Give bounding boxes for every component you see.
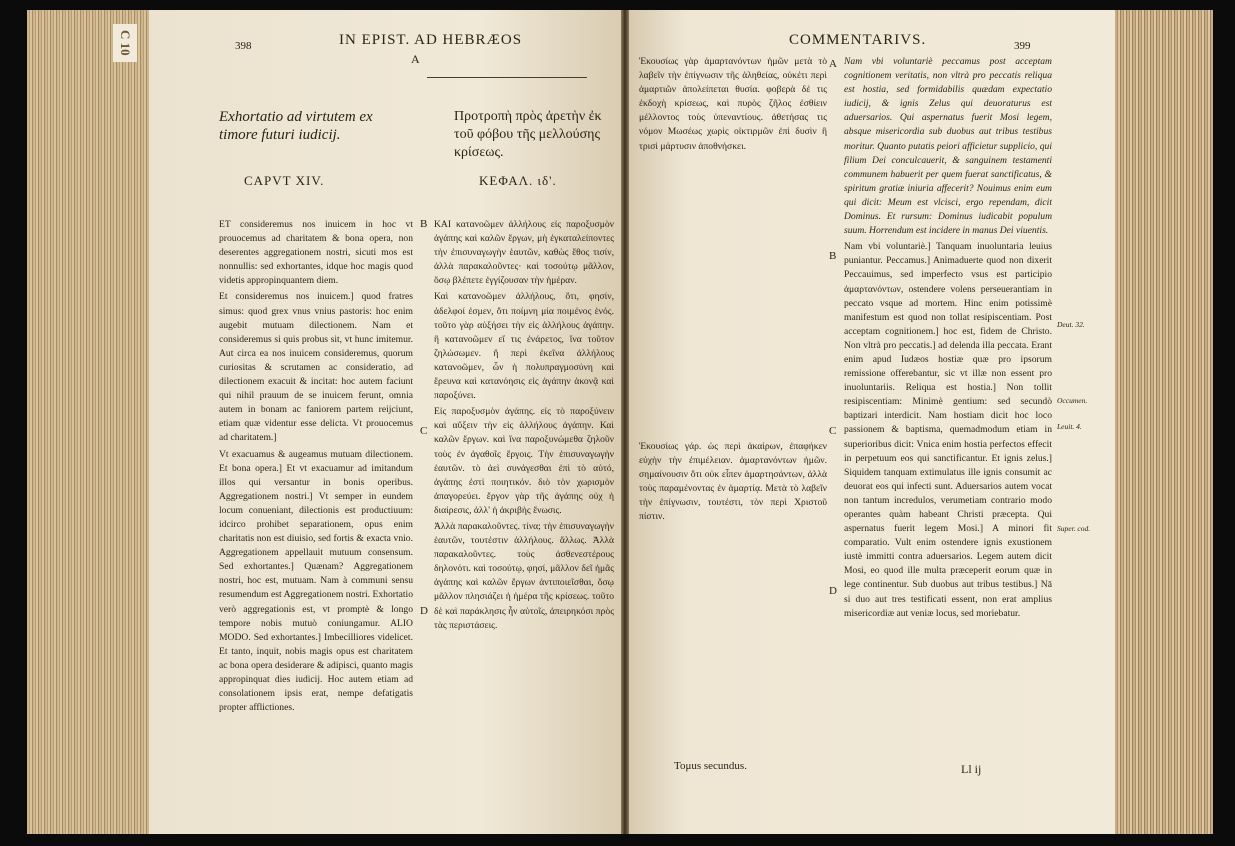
running-head-right: COMMENTARIVS.	[789, 32, 927, 48]
latin-text-column-right	[844, 55, 1052, 770]
signature-mark: Ll ij	[961, 762, 982, 776]
shelf-tab-label: C 10	[113, 24, 137, 62]
book-gutter	[621, 10, 629, 834]
signature-letter: A	[411, 52, 420, 66]
greek-paragraph: Καὶ κατανοῶμεν ἀλλήλους, ὅτι, φησίν, ἀδελφοί ἐσμεν, ὅτι ποίμνη μία ποιμένος ἑνός. τοῦτο γὰρ αὐξήσει τὴν εἰς ἀλλήλους ἀγάπην. ἢ κατανοῶμεν εἴ τις ἐνάρετος, ἵνα τοῦτον ζηλώσωμεν. ἢ περὶ ἐκεῖνα ἀλλήλους κατανοῶμεν, ὧν ἡ πολυπραγμοσύνη καὶ ἔρευνα καὶ κατανόησις εἰς ἀγάπην ἀκονᾷ καὶ παροξύνει.	[434, 291, 614, 402]
margin-letter: B	[420, 218, 428, 230]
greek-text-column-right	[639, 55, 827, 435]
header-rule	[427, 77, 587, 78]
running-head-left: IN EPIST. AD HEBRÆOS	[339, 32, 523, 48]
greek-text-column	[434, 218, 614, 828]
latin-section-title: Exhortatio ad virtutem ex timore futuri iudicij.	[219, 109, 373, 143]
latin-paragraph: Nam vbi voluntariè.] Tanquam inuoluntaria leuius puniantur. Peccamus.] Animaduerte quod non dixerit Peccauimus, sed imperfecto vsus est participio ἁμαρτανόντων, ostendere volens perseuerantiam in peccato vsque ad mortem. Hinc enim potissimè manifestum est quod non tollat resipiscentiam. Post acceptam cognitionem.] hoc est, fidem de Christo. Non vltrà pro peccatis.] ad delenda illa peccata. Erant enim apud Iudæos hostiæ quæ pro ipsorum remissione offerebantur, sic vt illæ non essent pro inuoluntariis. Reliqua est hostia.] Non tollit resipiscentiam: Minimè gentium: sed secundò baptizari interdicit. Nam hostiam dicit hoc loco passionem & baptisma, quemadmodum etiam in superioribus dicit: Vnica enim hostia perfectos effecit in perpetuum eos qui sanctificantur. Et ignis zelus.] Siquidem tanquam extimulatus ille ignis consumit ac deuorat eos qui infecti sunt. Aduersarios autem vocat non tantum incredulos, verumetiam contrario modo operantes quàm habeant Christi præcepta. Qui aspernatus fuerit legem Mosi.] A minori fit comparatio. Vult enim ostendere ignis exustionem iustè immitti contra aduersarios. Legem autem dicit Mosi, eo quod ille multa præceperit eorum quæ in lege continentur. Sub duobus aut tribus testibus.] Nā si duo aut tres testificati essent, non erat amplius misericordiæ aut veniæ locus, sed moriebatur.	[844, 241, 1052, 619]
latin-paragraph: Et consideremus nos inuicem.] quod fratres simus: quod grex vnus vnius pastoris: hoc enim augebit mutuam dilectionem. Nam et consideremus si quis probus sit, vt hunc imitemur. Aut circa ea nos inuicem consideremus, quorum curiositas & scrutamen ac consideratio, ad dilectionem exacuit & incitat: hoc autem faciunt qui nihil prauum de se inuicem ferunt, omnia autem in bonam ac faniorem partem reijciunt, etiam quæ videntur esse delicta. Vt prouocemus ad charitatem.]	[219, 291, 413, 444]
right-book-edge	[1103, 10, 1213, 834]
margin-letter: C	[829, 425, 837, 437]
latin-text-column	[219, 218, 413, 828]
side-note: Deut. 32.	[1057, 320, 1085, 329]
side-note: Leuit. 4.	[1057, 422, 1082, 431]
greek-paragraph: ΚΑΙ κατανοῶμεν ἀλλήλους εἰς παροξυσμὸν ἀγάπης καὶ καλῶν ἔργων, μὴ ἐγκαταλείποντες τὴν ἐπισυναγωγὴν ἑαυτῶν, καθὼς ἔθος τισίν, ἀλλὰ παρακαλοῦντες· καὶ τοσούτῳ μᾶλλον, ὅσῳ βλέπετε ἐγγίζουσαν τὴν ἡμέραν.	[434, 219, 614, 287]
greek-section-title: Προτροπὴ πρὸς ἀρετὴν ἐκ τοῦ φόβου τῆς μελλούσης κρίσεως.	[454, 109, 602, 160]
right-page	[629, 10, 1115, 834]
margin-letter: D	[420, 605, 428, 617]
greek-paragraph: Εἰς παροξυσμὸν ἀγάπης. εἰς τὸ παροξύνειν καὶ αὔξειν τὴν εἰς ἀλλήλους ἀγάπην. Καὶ καλῶν ἔργων. καὶ ἵνα παροξυνώμεθα ζηλοῦν τοὺς ἐν ἀγαθοῖς ἔργοις. Τὴν ἐπισυναγωγὴν ἑαυτῶν. τὸ ἀεὶ συνάγεσθαι ἐπὶ τὸ αὐτό, ἀγάπης ἐστὶ ποιητικόν. διὸ τὸν χωρισμὸν ἀπαγορεύει. ἔργον γὰρ τῆς ἀγάπης οὐχ ἡ διαίρεσις, ἀλλ' ἡ ἀκριβὴς ἕνωσις.	[434, 406, 614, 516]
catchword-volume: Τομus secundus.	[674, 760, 747, 772]
margin-letter: D	[829, 585, 837, 597]
margin-letter: B	[829, 250, 837, 262]
page-number-left: 398	[235, 40, 252, 52]
greek-chapter-heading: ΚΕΦΑΛ. ιδ'.	[479, 173, 557, 188]
greek-paragraph: Ἀλλὰ παρακαλοῦντες. τίνα; τὴν ἐπισυναγωγὴν ἑαυτῶν, τουτέστιν ἀλλήλους. ἄλλως. Ἀλλὰ παρακαλοῦντες. τοὺς ἀσθενεστέρους δηλονότι. καὶ τοσούτῳ, φησί, μᾶλλον δεῖ ἡμᾶς ἀγάπης καὶ καλῶν ἔργων ἀντιποιεῖσθαι, ὅσῳ μᾶλλον πλησιάζει ἡ ἡμέρα τῆς κρίσεως. τοῦτο δὲ καὶ παράκλησις ἦν αὐτοῖς, ἀπειρηκόσι πρὸς τὰς περιστάσεις.	[434, 520, 614, 631]
greek-paragraph: Ἑκουσίως γάρ. ὡς περὶ ἀκαίρων, ἐπαφήκεν εὐχὴν τὴν ἐπιμέλειαν. ἁμαρτανόντων ἡμῶν. σημαίνουσιν ὅτι οὐκ εἶπεν ἁμαρτησάντων, ἀλλὰ τοὺς παραμένοντας ἐν ἁμαρτίᾳ. Μετὰ τὸ λαβεῖν τὴν ἐπίγνωσιν, τουτέστι, τὸν περὶ Χριστοῦ πίστιν.	[639, 441, 827, 523]
side-note: Super. cod.	[1057, 524, 1091, 533]
margin-letter: A	[829, 58, 837, 70]
margin-letter: C	[420, 425, 428, 437]
latin-paragraph: Nam vbi voluntariè peccamus post acceptam cognitionem veritatis, non vltrà pro peccatis reliqua est hostia, sed formidabilis quædam expectatio iudicij, & ignis Zelus qui deuoraturus est aduersarios. Qui aspernatus fuerit Mosi legem, absque misericordia sub duobus aut tribus testibus moritur. Quanto putatis peiori afficietur supplicio, qui filium Dei conculcauerit, & sanguinem testamenti communem habuerit per quem fuerat sanctificatus, & spiritum gratiæ iniuria affecerit? Nouimus enim eum qui dicit: Meum est vlcisci, ergo rependam, dicit Dominus. Et rursum: Dominus iudicabit populum suum. Horrendum est incidere in manus Dei viuentis.	[844, 56, 1052, 237]
left-book-edge	[27, 10, 149, 834]
latin-paragraph: ET consideremus nos inuicem in hoc vt prouocemus ad charitatem & bona opera, non deserentes aggregationem nostri, sicuti mos est nonnullis: sed exhortantes, idque hoc magis quod videtis appropinquantem diem.	[219, 219, 413, 287]
page-number-right: 399	[1014, 40, 1031, 52]
greek-paragraph: Ἑκουσίως γὰρ ἁμαρτανόντων ἡμῶν μετὰ τὸ λαβεῖν τὴν ἐπίγνωσιν τῆς ἀληθείας, οὐκέτι περὶ ἁμαρτιῶν ἀπολείπεται θυσία. φοβερὰ δέ τις ἐκδοχὴ κρίσεως, καὶ πυρὸς ζῆλος ἐσθίειν μέλλοντος τοὺς ὑπεναντίους. ἀθετήσας τις νόμον Μωσέως χωρὶς οἰκτιρμῶν ἐπὶ δυσὶν ἢ τρισὶ μάρτυσιν ἀποθνήσκει.	[639, 56, 827, 152]
latin-chapter-heading: CAPVT XIV.	[244, 173, 325, 188]
greek-commentary-column	[639, 440, 827, 740]
side-note: Occumen.	[1057, 396, 1088, 405]
latin-paragraph: Vt exacuamus & augeamus mutuam dilectionem. Et bona opera.] Et vt exacuamur ad imitandum illos qui versantur in bonis operibus. Aggregationem nostri.] Vt semper in eundem locum conueniant, dilectionis est productiuum: idcirco prohibet separationem, opus enim charitatis non est diuisio, sed fortis & exacta vnio. Aggregationem appellauit mutuum consensum. Sed exhortantes.] Quænam? Aggregationem nostri, hoc est, mutuam. Nam à communi sensu resumendum est Aggregationem nostri. Exhortatio verò aggregationis est, vt promptè & longo tempore nobis mutuò coniungamur. ALIO MODO. Sed exhortantes.] Imbecilliores videlicet. Et tanto, inquit, nobis magis opus est charitatem ac bona opera desiderare & adipisci, quanto magis appropinquat dies iudicij. Hoc autem etiam ad consolationem ipsis erat, nempe defatigatis propter afflictiones.	[219, 448, 413, 714]
left-page	[149, 10, 621, 834]
